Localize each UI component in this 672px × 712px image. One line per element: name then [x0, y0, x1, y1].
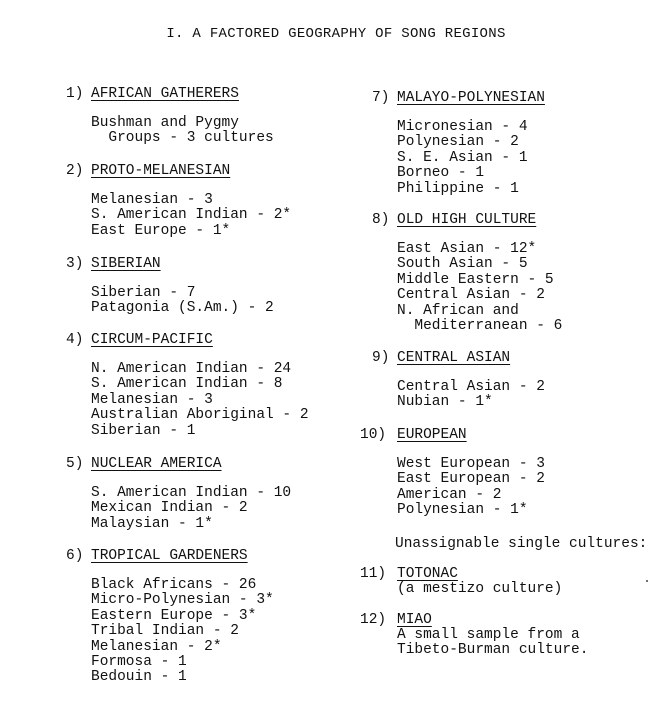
region-item: Micro-Polynesian - 3*	[91, 592, 274, 609]
region-item: S. E. Asian - 1	[397, 149, 528, 166]
region-item: Micronesian - 4	[397, 119, 528, 135]
region-name: CIRCUM-PACIFIC	[91, 332, 213, 348]
region-items	[91, 486, 291, 532]
region-items	[91, 116, 274, 147]
region-name: PROTO-MELANESIAN	[91, 163, 231, 179]
region-item: Tibeto-Burman culture.	[397, 642, 589, 659]
region-heading	[66, 163, 291, 179]
region-number: 12)	[360, 612, 387, 628]
region-items	[397, 582, 562, 597]
region-items	[397, 242, 562, 334]
region-7	[372, 90, 545, 197]
region-name: TOTONAC	[397, 566, 458, 582]
region-item: S. American Indian - 8	[91, 376, 283, 393]
region-name: CENTRAL ASIAN	[397, 350, 511, 366]
region-name: NUCLEAR AMERICA	[91, 456, 222, 472]
region-item: A small sample from a	[397, 627, 580, 643]
region-name: MALAYO-POLYNESIAN	[397, 90, 545, 106]
region-heading	[372, 350, 545, 366]
region-heading	[360, 566, 562, 582]
region-item: Eastern Europe - 3*	[91, 607, 257, 624]
region-item: American - 2	[397, 486, 502, 503]
region-8	[372, 212, 562, 334]
region-item: Formosa - 1	[91, 654, 187, 671]
region-item: Black Africans - 26	[91, 577, 257, 593]
region-items	[397, 457, 545, 519]
region-name: OLD HIGH CULTURE	[397, 212, 537, 228]
region-item: Middle Eastern - 5	[397, 271, 554, 288]
region-item: Tribal Indian - 2	[91, 623, 239, 640]
region-1	[66, 86, 274, 147]
region-name: AFRICAN GATHERERS	[91, 86, 239, 102]
region-10	[360, 427, 545, 519]
region-name: SIBERIAN	[91, 256, 161, 272]
region-number: 7)	[372, 90, 390, 106]
region-item: N. American Indian - 24	[91, 361, 292, 377]
region-heading	[360, 612, 588, 628]
region-number: 6)	[66, 548, 84, 564]
region-number: 10)	[360, 427, 387, 443]
region-5	[66, 456, 291, 532]
region-heading	[66, 548, 274, 564]
region-items	[397, 628, 588, 659]
region-item: Central Asian - 2	[397, 287, 545, 304]
region-heading	[372, 212, 562, 228]
region-heading	[66, 86, 274, 102]
region-item: S. American Indian - 10	[91, 485, 292, 501]
page-title: I. A FACTORED GEOGRAPHY OF SONG REGIONS	[166, 26, 506, 42]
region-item: Patagonia (S.Am.) - 2	[91, 300, 274, 317]
region-number: 1)	[66, 86, 84, 102]
region-items	[397, 380, 545, 411]
region-item: Mediterranean - 6	[397, 318, 563, 335]
region-item: South Asian - 5	[397, 256, 528, 273]
unassignable-label: Unassignable single cultures:	[395, 536, 648, 552]
region-heading	[372, 90, 545, 106]
region-12	[360, 612, 588, 659]
region-item: Groups - 3 cultures	[91, 130, 274, 147]
region-heading	[66, 256, 274, 272]
region-6	[66, 548, 274, 686]
region-number: 3)	[66, 256, 84, 272]
region-item: Siberian - 1	[91, 422, 196, 439]
region-name: EUROPEAN	[397, 427, 467, 443]
region-item: Melanesian - 3	[91, 192, 213, 208]
region-item: West European - 3	[397, 456, 545, 472]
region-item: Borneo - 1	[397, 165, 485, 182]
region-items	[91, 362, 309, 439]
region-item: Melanesian - 2*	[91, 638, 222, 655]
region-item: Malaysian - 1*	[91, 515, 213, 532]
region-item: Polynesian - 1*	[397, 502, 528, 519]
region-item: Philippine - 1	[397, 180, 519, 197]
region-name: MIAO	[397, 612, 432, 628]
region-items	[397, 120, 545, 197]
region-item: Melanesian - 3	[91, 391, 213, 408]
region-heading	[66, 332, 309, 348]
region-number: 8)	[372, 212, 390, 228]
region-item: Central Asian - 2	[397, 379, 545, 395]
region-item: Siberian - 7	[91, 285, 196, 301]
region-9	[372, 350, 545, 411]
speck-mark	[646, 580, 648, 582]
region-item: Mexican Indian - 2	[91, 500, 248, 517]
region-2	[66, 163, 291, 239]
region-number: 4)	[66, 332, 84, 348]
region-number: 5)	[66, 456, 84, 472]
region-items	[91, 286, 274, 317]
region-items	[91, 193, 291, 239]
region-item: Bushman and Pygmy	[91, 115, 239, 131]
region-item: East European - 2	[397, 471, 545, 488]
region-number: 11)	[360, 566, 387, 582]
region-11	[360, 566, 562, 597]
region-4	[66, 332, 309, 439]
region-heading	[66, 456, 291, 472]
region-3	[66, 256, 274, 317]
region-name: TROPICAL GARDENERS	[91, 548, 248, 564]
region-item: Bedouin - 1	[91, 669, 187, 686]
region-item: East Europe - 1*	[91, 222, 231, 239]
region-item: N. African and	[397, 302, 519, 319]
region-heading	[360, 427, 545, 443]
region-item: East Asian - 12*	[397, 241, 537, 257]
region-item: Polynesian - 2	[397, 134, 519, 151]
region-number: 9)	[372, 350, 390, 366]
region-number: 2)	[66, 163, 84, 179]
region-item: (a mestizo culture)	[397, 581, 563, 597]
region-item: Nubian - 1*	[397, 394, 493, 411]
region-item: S. American Indian - 2*	[91, 207, 292, 224]
region-item: Australian Aboriginal - 2	[91, 407, 309, 424]
region-items	[91, 578, 274, 686]
